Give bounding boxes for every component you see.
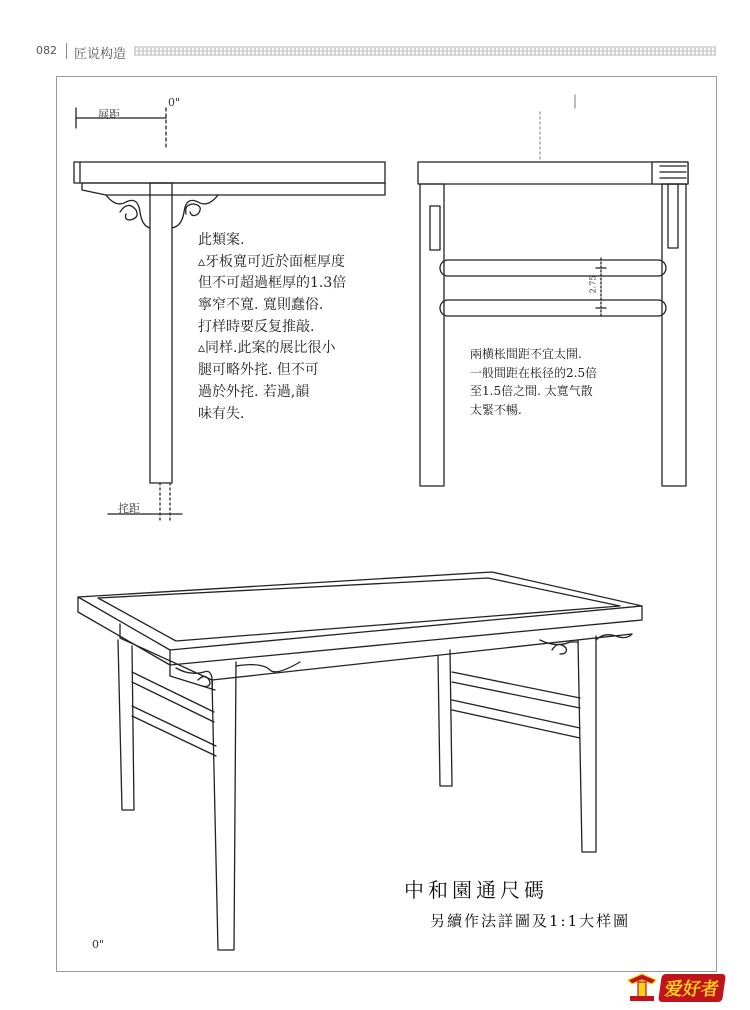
top-dim-value: 0" <box>168 96 181 109</box>
bottom-dim-mark: 0" <box>92 938 105 951</box>
perspective-view <box>78 572 642 950</box>
drawing-subcaption: 另續作法詳圖及1:1大样圖 <box>430 912 631 930</box>
right-dim-value: 2.75 <box>588 275 598 294</box>
page-number: 082 <box>36 44 57 57</box>
note-stretcher-spacing: 兩横枨間距不宜太開. 一般間距在枨径的2.5倍 至1.5倍之間. 太寬气散 太緊不暢. <box>470 347 598 417</box>
watermark-text: 爱好者 <box>658 974 726 1002</box>
note-apron-guidance: 此類案. ▵牙板寬可近於面框厚度 但不可超過框厚的1.3倍 寧窄不寬. 寬則蠢俗. 打样時要反复推敲. ▵同样.此案的展比很小 腿可略外挓. 但不可 過於外挓. 若過,韻 味有失. <box>198 232 347 422</box>
logo-icon <box>624 970 660 1004</box>
top-dim-label: 展距 <box>98 108 120 121</box>
side-dim-label: 挓距 <box>118 502 140 515</box>
side-elevation <box>418 95 688 486</box>
section-title: 匠说构造 <box>74 47 127 62</box>
watermark-logo <box>624 970 742 1004</box>
drawing-caption: 中和園通尺碼 <box>404 878 548 902</box>
